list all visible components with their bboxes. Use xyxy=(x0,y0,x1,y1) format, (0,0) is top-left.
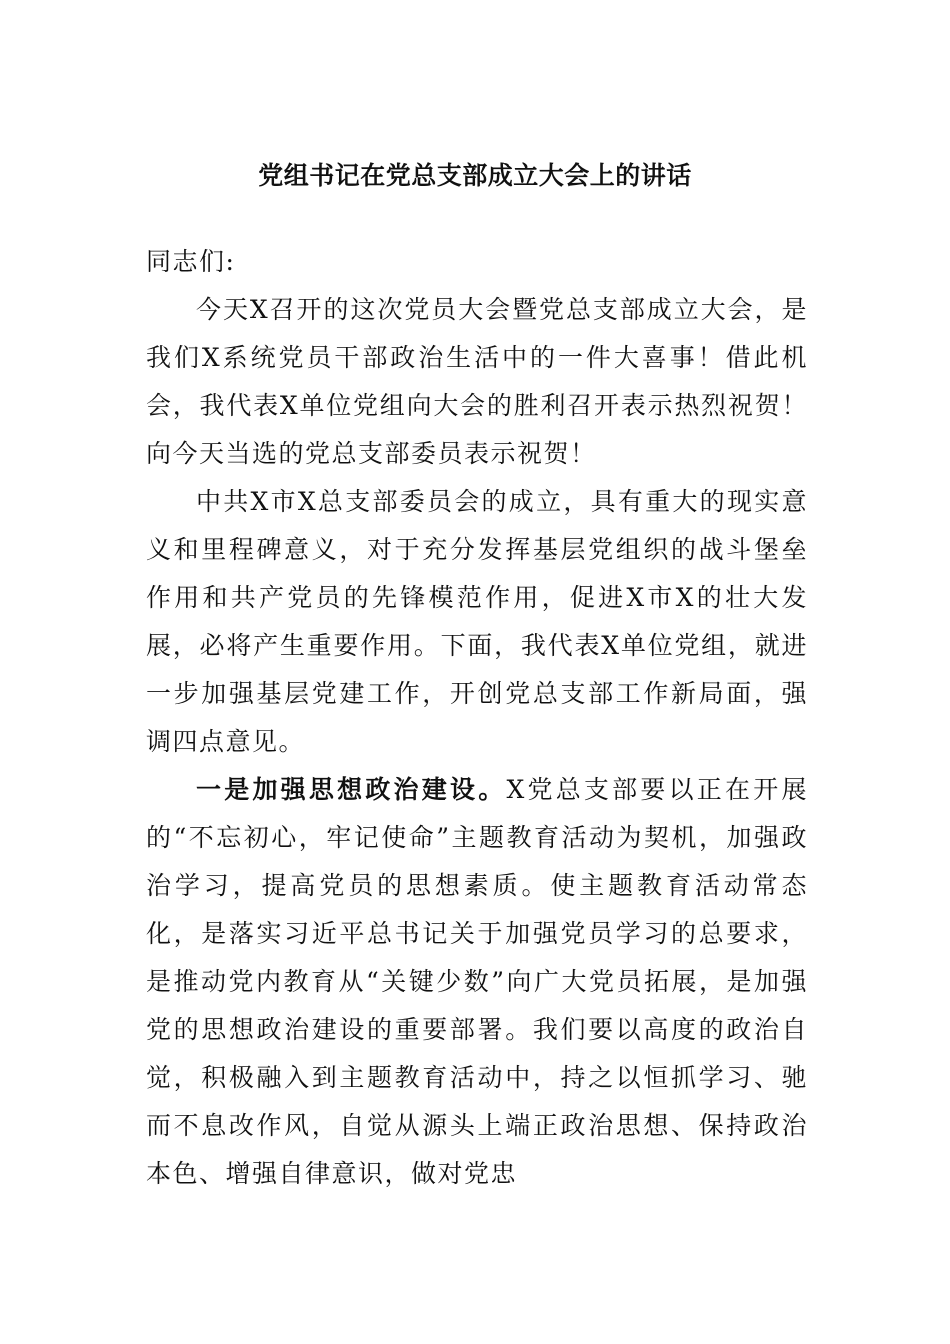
paragraph-text: 今天X召开的这次党员大会暨党总支部成立大会，是我们X系统党员干部政治生活中的一件大喜事！借此机会，我代表X单位党组向大会的胜利召开表示热烈祝贺！向今天当选的党总支部委员表示祝贺！ xyxy=(146,295,808,468)
paragraph-text: X党总支部要以正在开展的“不忘初心，牢记使命”主题教育活动为契机，加强政治学习，提高党员的思想素质。使主题教育活动常态化，是落实习近平总书记关于加强党员学习的总要求，是推动党内教育从“关键少数”向广大党员拓展，是加强党的思想政治建设的重要部署。我们要以高度的政治自觉，积极融入到主题教育活动中，持之以恒抓学习、驰而不息改作风，自觉从源头上端正政治思想、保持政治本色、增强自律意识，做对党忠 xyxy=(146,775,808,1188)
document-title: 党组书记在党总支部成立大会上的讲话 xyxy=(258,161,692,190)
paragraph-text: 中共X市X总支部委员会的成立，具有重大的现实意义和里程碑意义，对于充分发挥基层党组织的战斗堡垒作用和共产党员的先锋模范作用，促进X市X的壮大发展，必将产生重要作用。下面，我代表X单位党组，就进一步加强基层党建工作，开创党总支部工作新局面，强调四点意见。 xyxy=(146,487,808,756)
document-body xyxy=(146,238,808,1198)
paragraph-point-one xyxy=(146,766,808,1198)
point-heading: 一是加强思想政治建设。 xyxy=(196,775,507,804)
paragraph-opening xyxy=(146,286,808,478)
salutation: 同志们: xyxy=(146,247,236,276)
paragraph-significance xyxy=(146,478,808,766)
